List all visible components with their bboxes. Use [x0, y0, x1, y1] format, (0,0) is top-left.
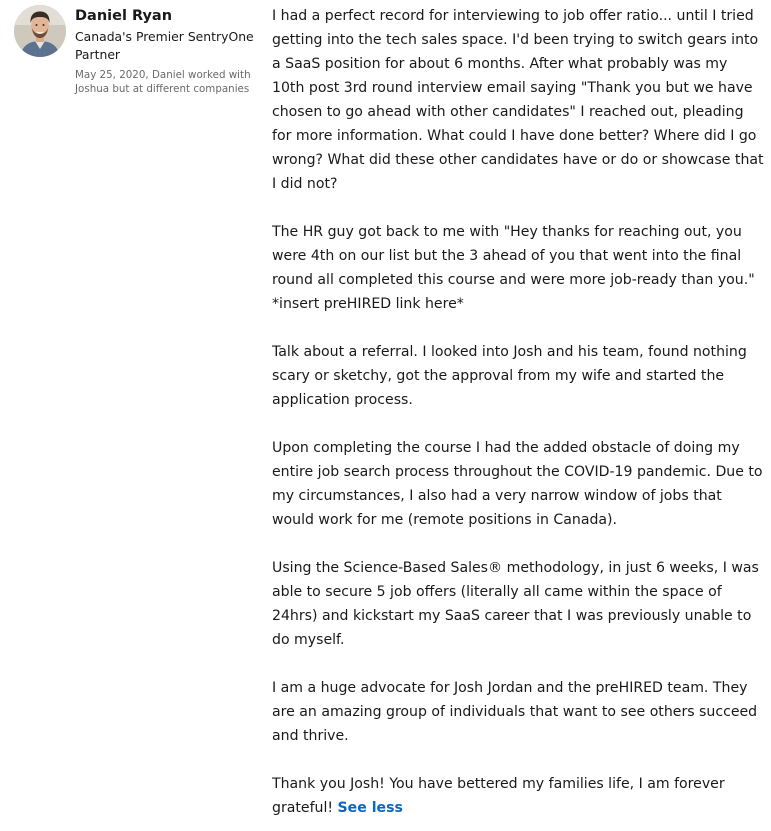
- recommendation-paragraph: I am a huge advocate for Josh Jordan and the preHIRED team. They are an amazing group of individuals that want to see others succeed and thrive.: [272, 680, 758, 744]
- recommendation-paragraph: The HR guy got back to me with "Hey thanks for reaching out, you were 4th on our list but the 3 ahead of you that went into the final round all completed this course and were more job-ready than you." *insert preHIRED link here*: [272, 224, 755, 312]
- recommendation-paragraph: Talk about a referral. I looked into Josh and his team, found nothing scary or sketchy, got the approval from my wife and started the application process.: [272, 344, 747, 408]
- person-photo-icon: [14, 5, 66, 57]
- recommendation-paragraph: I had a perfect record for interviewing to job offer ratio... until I tried getting into the tech sales space. I'd been trying to switch gears into a SaaS position for about 6 months. After what probably was my 10th post 3rd round interview email saying "Thank you but we have chosen to go ahead with other candidates" I reached out, pleading for more information. What could I have done better? Where did I go wrong? What did these other candidates have or do or showcase that I did not?: [272, 8, 764, 192]
- author-info: [75, 6, 265, 96]
- recommendation-text: [272, 4, 764, 820]
- author-headline: Canada's Premier SentryOne Partner: [75, 29, 254, 62]
- see-less-button[interactable]: See less: [337, 800, 403, 816]
- author-name[interactable]: Daniel Ryan: [75, 8, 173, 24]
- recommendation-paragraph-last: [272, 772, 764, 820]
- closing-text: Thank you Josh! You have bettered my families life, I am forever grateful!: [272, 776, 725, 816]
- recommendation-paragraph: Upon completing the course I had the added obstacle of doing my entire job search process throughout the COVID-19 pandemic. Due to my circumstances, I also had a very narrow window of jobs that would work for me (remote positions in Canada).: [272, 440, 763, 528]
- recommendation-paragraph: Using the Science-Based Sales® methodology, in just 6 weeks, I was able to secure 5 job offers (literally all came within the space of 24hrs) and kickstart my SaaS career that I was previously unable to do myself.: [272, 560, 759, 648]
- recommendation-meta: May 25, 2020, Daniel worked with Joshua but at different companies: [75, 69, 251, 95]
- author-avatar[interactable]: [14, 5, 66, 57]
